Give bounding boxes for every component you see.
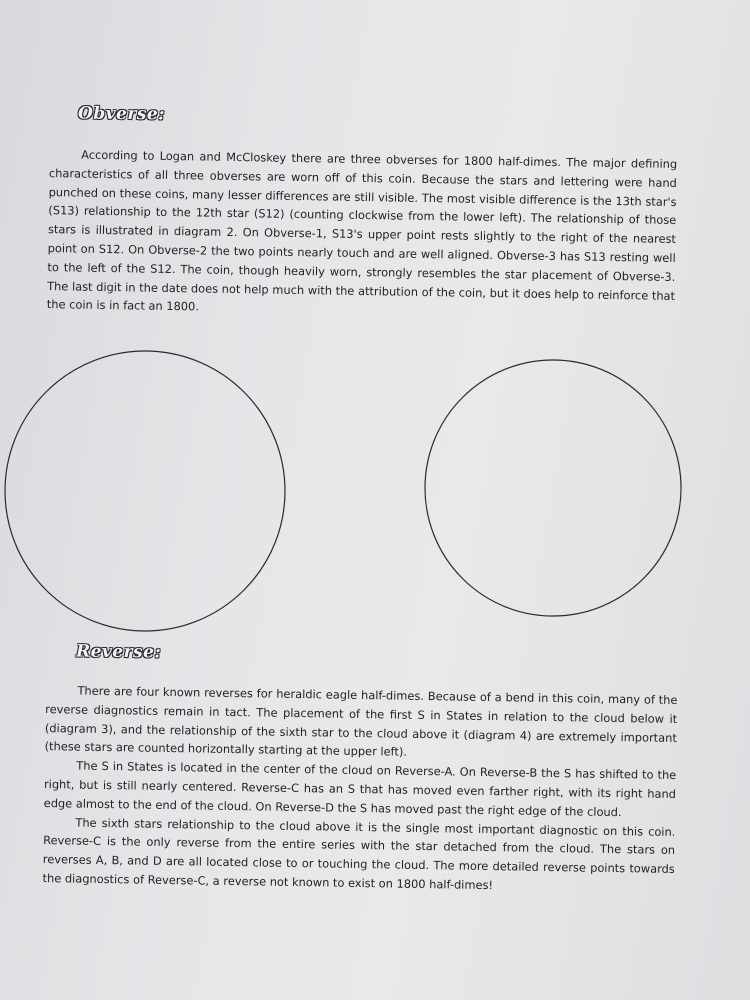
obverse-text: According to Logan and McCloskey there are three obverses for 1800 half-dimes. The major defining characteristics of all three obverses are worn off of this coin. Because the stars and lettering were hand punched on these coins, many lesser differences are still visible. The most visible difference is the 13th star's (S13) relationship to the 12th star (S12) (counting clockwise from the lower left). The relationship of those stars is illustrated in diagram 2. On Obverse-1, S13's upper point rests slightly to the right of the nearest point on S12. On Obverse-2 the two points nearly touch and are well aligned. Obverse-3 has S13 resting well to the left of the S12. The coin, though heavily worn, strongly resembles the star placement of Obverse-3. The last digit in the date does not help much with the attribution of the coin, but it does help to reinforce that the coin is in fact an 1800.	[46, 147, 678, 314]
reverse-paragraph-2: The S in States is located in the center of the cloud on Reverse-A. On Reverse-B the S has shifted to the right, but is still nearly centered. Reverse-C has an S that has moved even farther right, with its right hand edge almost to the end of the cloud. On Reverse-D the S has moved past the right edge of the cloud.	[43, 758, 677, 819]
reverse-paragraphs	[42, 681, 677, 898]
reverse-paragraph-1: There are four known reverses for heraldic eagle half-dimes. Because of a bend in this coin, many of the reverse diagnostics remain in tact. The placement of the first S in States in relation to the cloud below it (diagram 3), and the relationship of the sixth star to the cloud above it (diagram 4) are extremely important (these stars are counted horizontally starting at the upper left).	[44, 683, 678, 760]
obverse-heading: Obverse:	[77, 103, 166, 125]
reverse-paragraph-3: The sixth stars relationship to the cloud above it is the single most important diagnostic on this coin. Reverse-C is the only reverse from the entire series with the star detached from the cloud. The stars on reverses A, B, and D are all located close to or touching the cloud. The more detailed reverse points towards the diagnostics of Reverse-C, a reverse not known to exist on 1800 half-dimes!	[42, 815, 676, 893]
reverse-heading: Reverse:	[75, 641, 162, 663]
diagram-circle-right-outline	[425, 360, 681, 616]
